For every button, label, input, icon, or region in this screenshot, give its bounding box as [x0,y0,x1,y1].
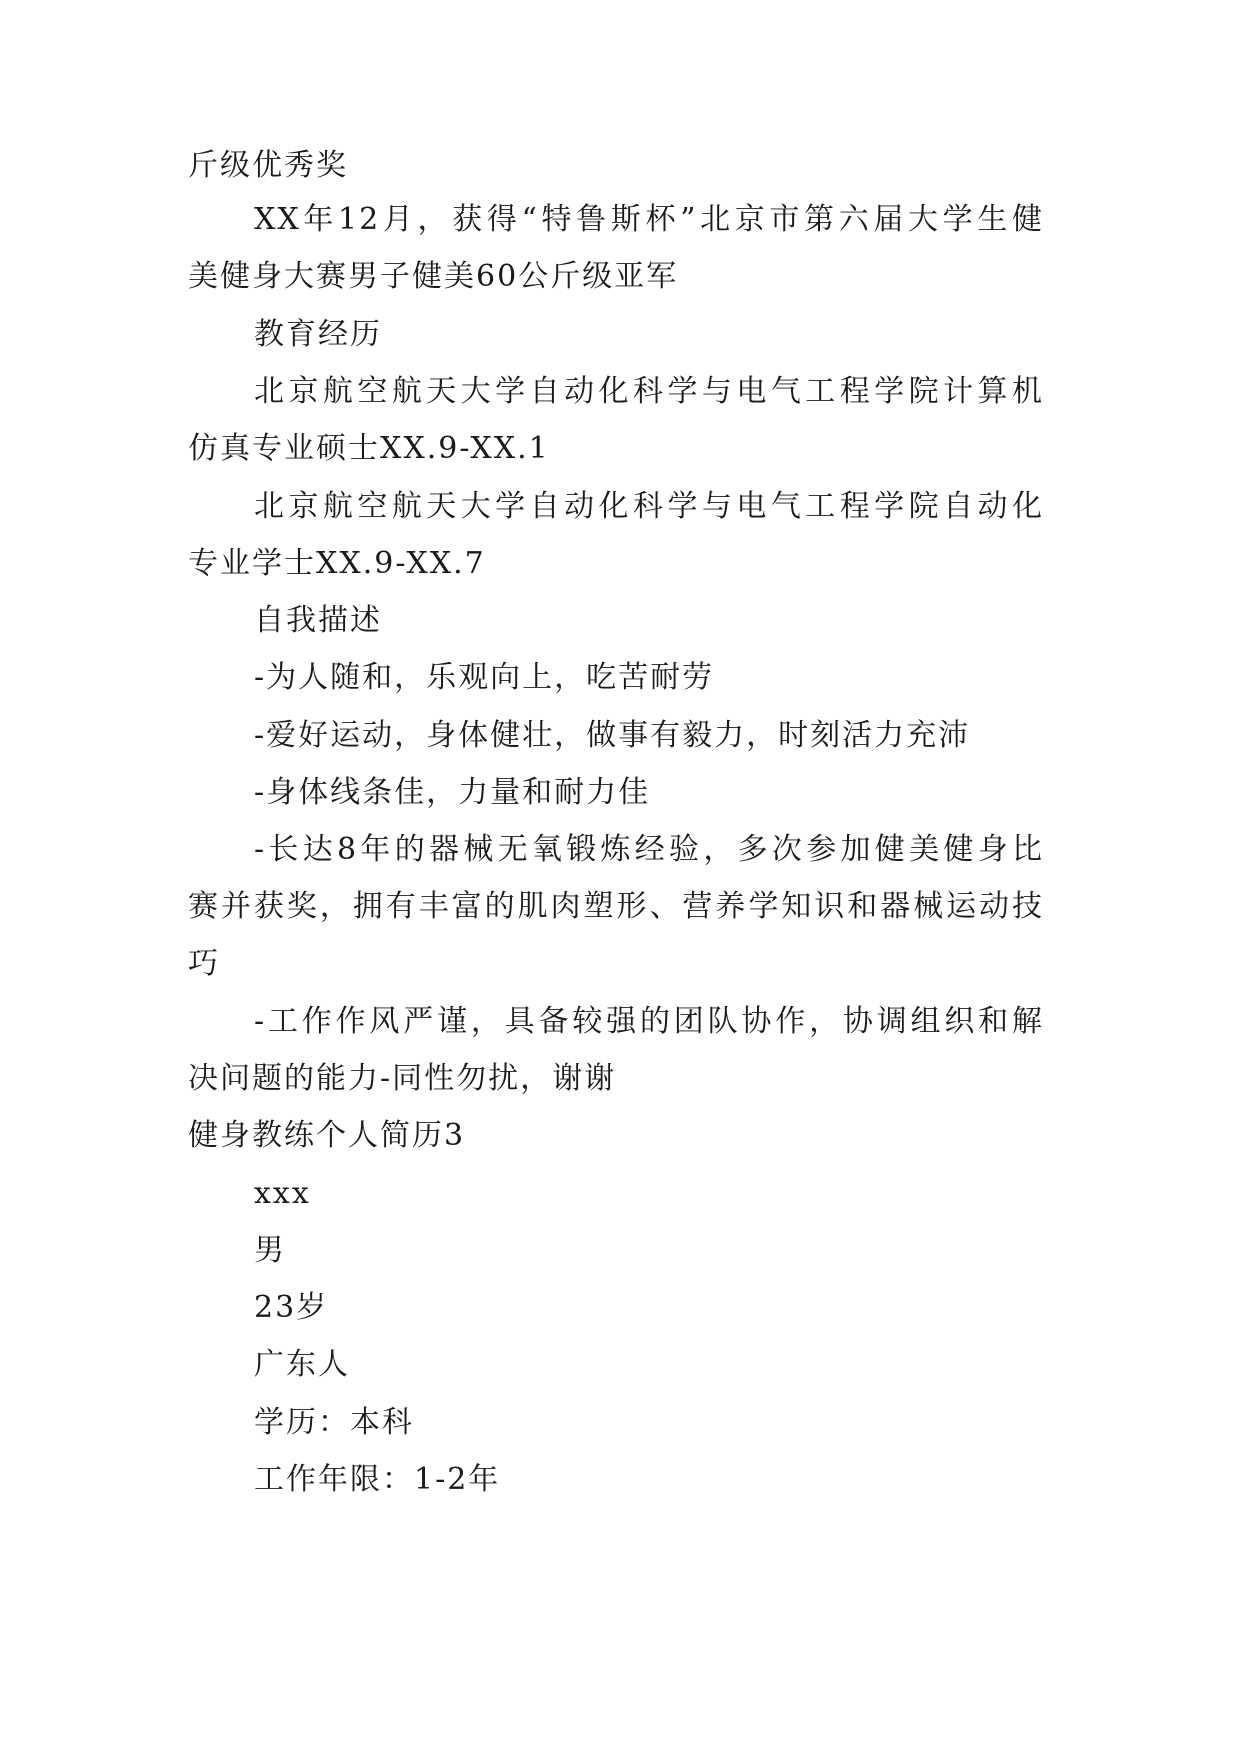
resume-title: 健身教练个人简历3 [188,1118,466,1153]
text-line: 学历：本科 [254,1405,414,1440]
text-line: 北京航空航天大学自动化科学与电气工程学院计算机 [254,374,1044,409]
text-line: 赛并获奖，拥有丰富的肌肉塑形、营养学知识和器械运动技 [188,889,1044,924]
section-heading: 教育经历 [254,317,382,352]
text-line: 决问题的能力-同性勿扰，谢谢 [188,1061,617,1096]
section-heading: 自我描述 [254,603,382,638]
text-line: 斤级优秀奖 [188,148,348,183]
text-line: 巧 [188,946,220,981]
text-line: 仿真专业硕士XX.9-XX.1 [188,431,550,466]
text-line: -工作作风严谨，具备较强的团队协作，协调组织和解 [254,1004,1044,1039]
text-line: -长达8年的器械无氧锻炼经验，多次参加健美健身比 [254,832,1044,867]
text-line: xxx [254,1176,311,1211]
text-line: 北京航空航天大学自动化科学与电气工程学院自动化 [254,489,1044,524]
text-line: -爱好运动，身体健壮，做事有毅力，时刻活力充沛 [254,718,971,753]
text-line: -身体线条佳，力量和耐力佳 [254,775,651,810]
text-line: 男 [254,1233,286,1268]
text-line: 23岁 [254,1290,329,1325]
text-line: 专业学士XX.9-XX.7 [188,546,486,581]
text-line: -为人随和，乐观向上，吃苦耐劳 [254,660,715,695]
text-line: XX年12月，获得“特鲁斯杯”北京市第六届大学生健 [254,202,1044,237]
text-line: 工作年限：1-2年 [254,1462,501,1497]
text-line: 广东人 [254,1347,350,1382]
text-line: 美健身大赛男子健美60公斤级亚军 [188,259,679,294]
